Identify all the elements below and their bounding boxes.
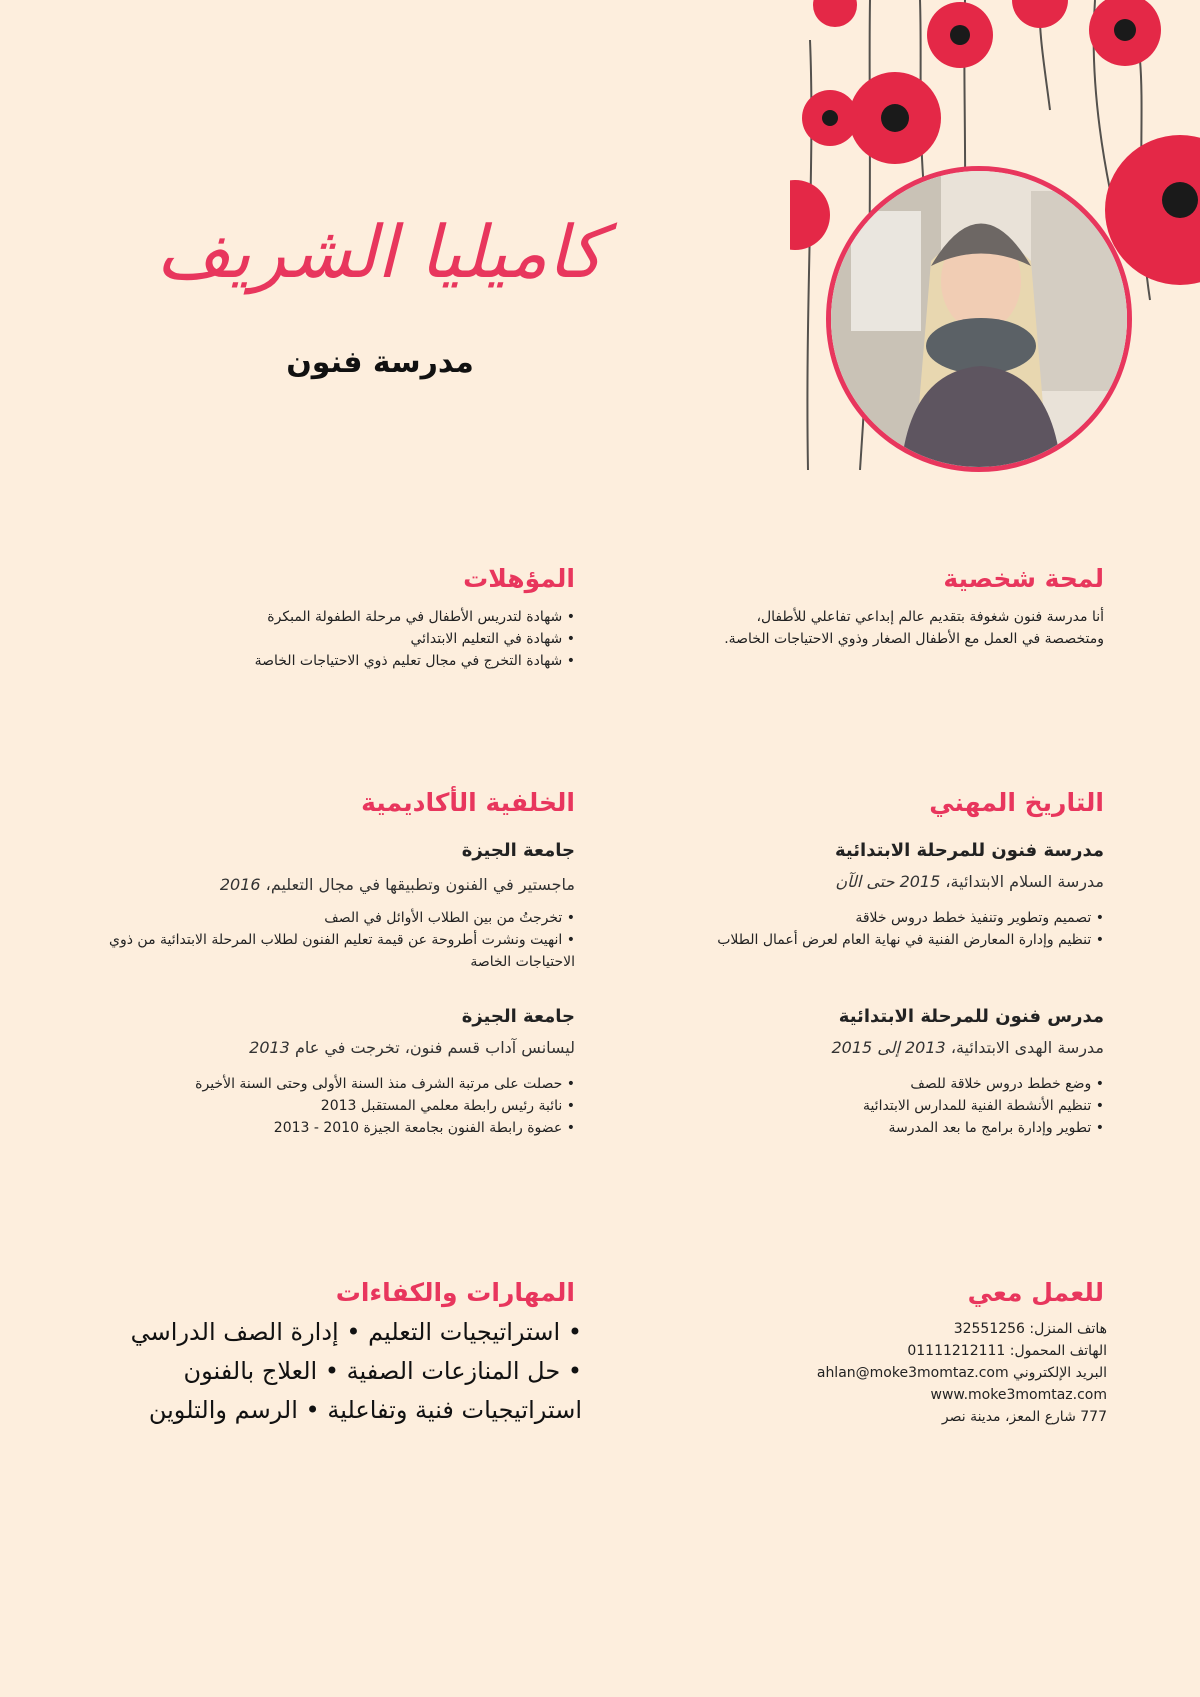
school-2: جامعة الجيزة <box>461 1006 575 1027</box>
list-item: • تنظيم وإدارة المعارض الفنية في نهاية العام لعرض أعمال الطلاب <box>544 929 1104 951</box>
skills-heading: المهارات والكفاءات <box>335 1278 575 1307</box>
skills-list <box>90 1313 582 1430</box>
degree-text: ليسانس آداب قسم فنون، تخرجت في عام <box>294 1038 575 1057</box>
job-title-2: مدرس فنون للمرحلة الابتدائية <box>838 1006 1104 1027</box>
skills-line: استراتيجيات فنية وتفاعلية • الرسم والتلوين <box>148 1396 582 1424</box>
mobile-phone: الهاتف المحمول: 01111212111 <box>907 1343 1107 1359</box>
skill-item: حل المنازعات الصفية <box>346 1357 561 1385</box>
job-place: مدرسة السلام الابتدائية، <box>945 872 1104 891</box>
skill-item: العلاج بالفنون <box>183 1357 318 1385</box>
list-item: • حصلت على مرتبة الشرف منذ السنة الأولى وحتى السنة الأخيرة <box>105 1073 575 1095</box>
experience-heading: التاريخ المهني <box>929 788 1104 817</box>
email-line <box>817 1362 1107 1384</box>
skill-item: استراتيجيات التعليم <box>368 1318 561 1346</box>
education-heading: الخلفية الأكاديمية <box>361 788 575 817</box>
contact-details <box>817 1318 1107 1428</box>
job-place: مدرسة الهدى الابتدائية، <box>950 1038 1104 1057</box>
home-phone: هاتف المنزل: 32551256 <box>953 1321 1107 1337</box>
email-link[interactable]: ahlan@moke3momtaz.com <box>816 1365 1009 1381</box>
list-item: • شهادة لتدريس الأطفال في مرحلة الطفولة المبكرة <box>115 606 575 628</box>
job-duties-2 <box>624 1073 1104 1139</box>
skill-item: استراتيجيات فنية وتفاعلية <box>327 1396 582 1424</box>
skill-item: الرسم والتلوين <box>148 1396 298 1424</box>
profile-line: ومتخصصة في العمل مع الأطفال الصغار وذوي الاحتياجات الخاصة. <box>724 631 1104 647</box>
job-title-1: مدرسة فنون للمرحلة الابتدائية <box>835 840 1104 861</box>
qualifications-heading: المؤهلات <box>463 564 575 593</box>
qualifications-list <box>115 606 575 672</box>
list-item: • تطوير وإدارة برامج ما بعد المدرسة <box>624 1117 1104 1139</box>
profile-line: أنا مدرسة فنون شغوفة بتقديم عالم إبداعي تفاعلي للأطفال، <box>756 609 1104 625</box>
list-item: • تنظيم الأنشطة الفنية للمدارس الابتدائية <box>624 1095 1104 1117</box>
website-link[interactable]: www.moke3momtaz.com <box>930 1387 1107 1403</box>
degree-year: 2013 <box>249 1038 290 1057</box>
job-duties-1 <box>544 907 1104 951</box>
list-item: • تصميم وتطوير وتنفيذ خطط دروس خلاقة <box>544 907 1104 929</box>
job-meta-1 <box>835 872 1104 891</box>
school-1: جامعة الجيزة <box>461 840 575 861</box>
skills-line: • استراتيجيات التعليم • إدارة الصف الدراسي <box>130 1318 582 1346</box>
job-period: 2015 حتى الآن <box>835 872 941 891</box>
profile-text <box>624 606 1104 650</box>
list-item: • نائبة رئيس رابطة معلمي المستقبل 2013 <box>105 1095 575 1117</box>
email-label: البريد الإلكتروني <box>1013 1365 1107 1381</box>
address: 777 شارع المعز، مدينة نصر <box>941 1409 1107 1425</box>
list-item: • عضوة رابطة الفنون بجامعة الجيزة 2010 - 2013 <box>105 1117 575 1139</box>
degree-text: ماجستير في الفنون وتطبيقها في مجال التعليم، <box>265 875 575 894</box>
job-meta-2 <box>831 1038 1104 1057</box>
degree-1 <box>115 872 575 898</box>
contact-heading: للعمل معي <box>967 1278 1104 1307</box>
list-item: • شهادة التخرج في مجال تعليم ذوي الاحتياجات الخاصة <box>115 650 575 672</box>
list-item: • تخرجتُ من بين الطلاب الأوائل في الصف <box>105 907 575 929</box>
profile-photo <box>826 166 1132 472</box>
job-period: 2013 إلى 2015 <box>831 1038 946 1057</box>
list-item: • شهادة في التعليم الابتدائي <box>115 628 575 650</box>
education-notes-1 <box>105 907 575 973</box>
list-item: • انهيت ونشرت أطروحة عن قيمة تعليم الفنون لطلاب المرحلة الابتدائية من ذوي الاحتياجات الخاصة <box>105 929 575 973</box>
job-title: مدرسة فنون <box>286 345 474 380</box>
skill-item: إدارة الصف الدراسي <box>130 1318 339 1346</box>
list-item: • وضع خطط دروس خلاقة للصف <box>624 1073 1104 1095</box>
education-notes-2 <box>105 1073 575 1139</box>
degree-year: 2016 <box>219 875 261 894</box>
skills-line: • حل المنازعات الصفية • العلاج بالفنون <box>183 1357 582 1385</box>
profile-heading: لمحة شخصية <box>943 564 1104 593</box>
candidate-name: كاميليا الشريف <box>156 210 604 294</box>
degree-2 <box>249 1038 575 1057</box>
avatar <box>831 171 1127 467</box>
